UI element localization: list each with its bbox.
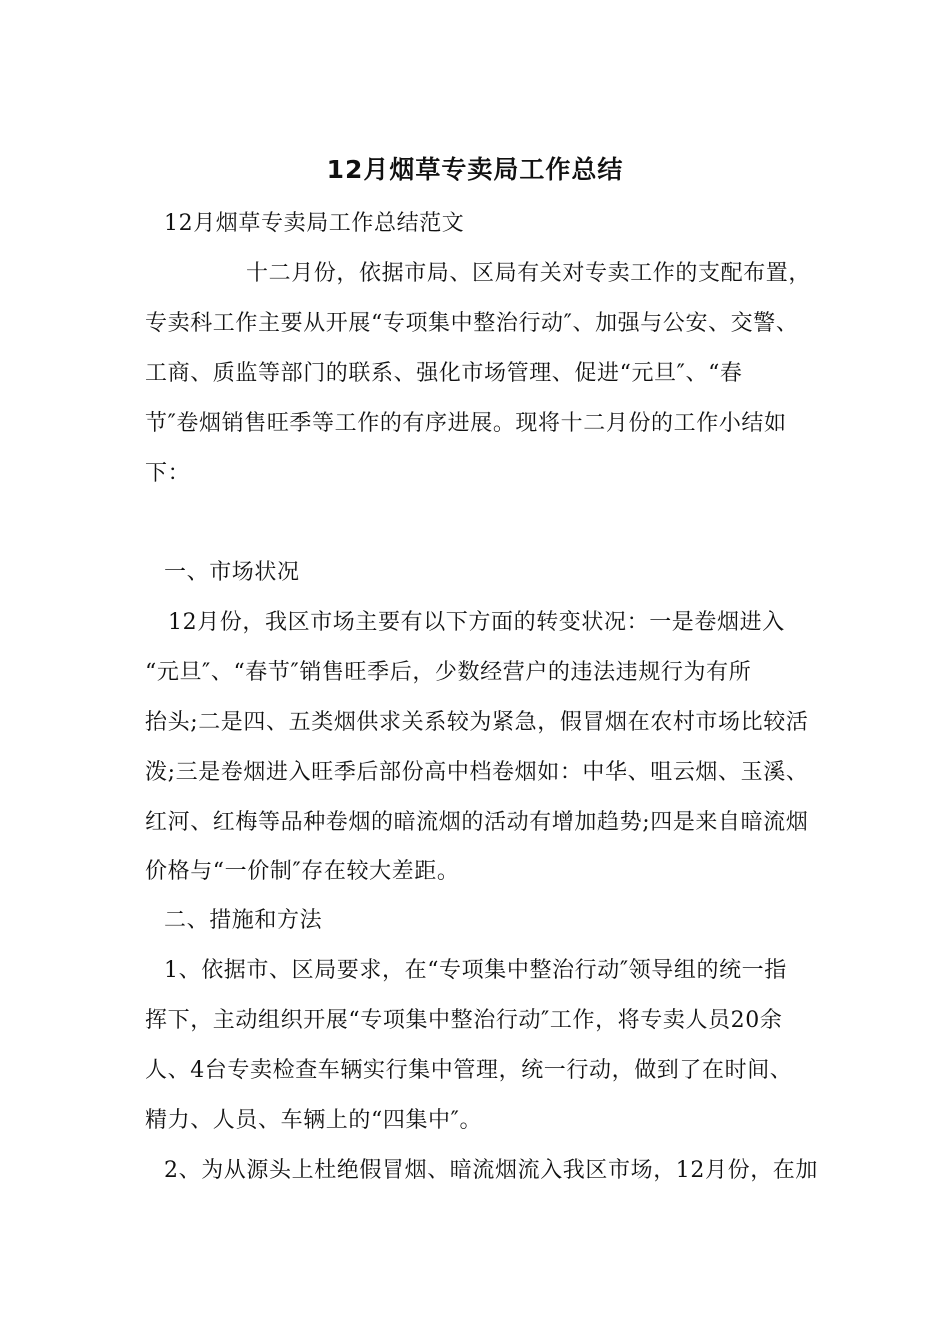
paragraph-line: 挥下，主动组织开展“专项集中整治行动″工作，将专卖人员20余 (145, 1008, 783, 1033)
paragraph-line: 12月份，我区市场主要有以下方面的转变状况：一是卷烟进入 (168, 610, 785, 635)
section-heading: 二、措施和方法 (164, 908, 323, 933)
paragraph-line: 红河、红梅等品种卷烟的暗流烟的活动有增加趋势;四是来自暗流烟 (145, 810, 809, 835)
paragraph-line: 2、为从源头上杜绝假冒烟、暗流烟流入我区市场，12月份，在加 (164, 1158, 818, 1183)
paragraph-line: 1、依据市、区局要求，在“专项集中整治行动″领导组的统一指 (164, 958, 787, 983)
paragraph-line: 专卖科工作主要从开展“专项集中整治行动″、加强与公安、交警、 (145, 311, 799, 336)
paragraph-line: 精力、人员、车辆上的“四集中″。 (145, 1108, 483, 1133)
section-heading: 一、市场状况 (164, 560, 300, 585)
paragraph-line: “元旦″、“春节″销售旺季后，少数经营户的违法违规行为有所 (145, 660, 752, 685)
paragraph-line: 工商、质监等部门的联系、强化市场管理、促进“元旦″、“春 (145, 361, 743, 386)
paragraph-line: 节″卷烟销售旺季等工作的有序进展。现将十二月份的工作小结如 (145, 411, 787, 436)
subtitle-line: 12月烟草专卖局工作总结范文 (164, 211, 465, 236)
paragraph-line: 抬头;二是四、五类烟供求关系较为紧急，假冒烟在农村市场比较活 (145, 710, 809, 735)
paragraph-line: 下： (145, 461, 191, 486)
paragraph-line: 价格与“一价制″存在较大差距。 (145, 859, 460, 884)
paragraph-line: 十二月份，依据市局、区局有关对专卖工作的支配布置， (246, 261, 812, 286)
paragraph-line: 人、4台专卖检查车辆实行集中管理，统一行动，做到了在时间、 (145, 1058, 793, 1083)
paragraph-line: 泼;三是卷烟进入旺季后部份高中档卷烟如：中华、咀云烟、玉溪、 (145, 760, 809, 785)
document-title: 12月烟草专卖局工作总结 (326, 155, 624, 184)
